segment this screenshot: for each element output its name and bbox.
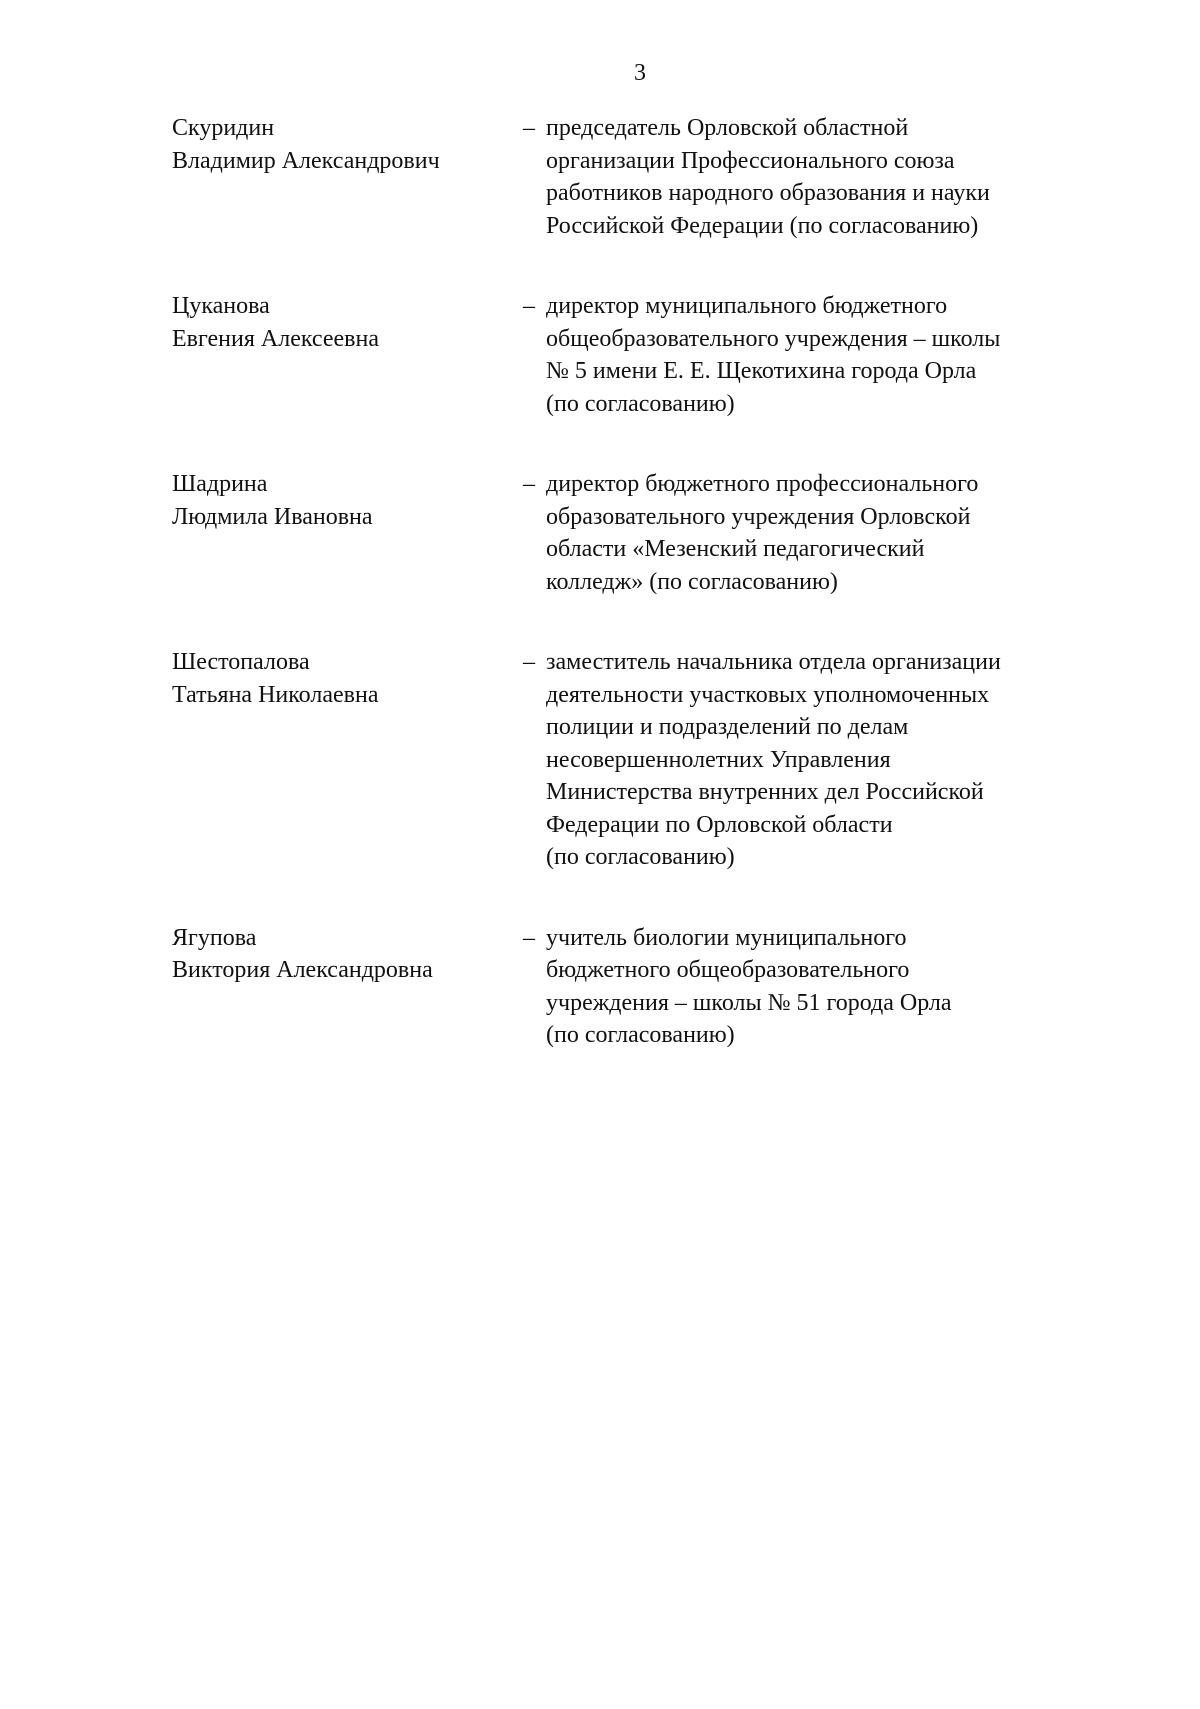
- member-entry: [172, 646, 1132, 874]
- role-line: Российской Федерации (по согласованию): [546, 212, 979, 239]
- role-line: директор муниципального бюджетного: [546, 293, 948, 319]
- member-name: [172, 468, 512, 598]
- member-name: [172, 646, 512, 874]
- member-given-names: Людмила Ивановна: [172, 503, 373, 530]
- role-line: организации Профессионального союза: [546, 147, 955, 174]
- member-given-names: Татьяна Николаевна: [172, 681, 379, 708]
- role-line: области «Мезенский педагогический: [546, 536, 925, 562]
- role-line: несовершеннолетних Управления: [546, 746, 891, 773]
- separator-dash: –: [523, 293, 535, 319]
- separator-dash: –: [523, 471, 535, 497]
- role-line: (по согласованию): [546, 390, 735, 417]
- member-role: [546, 646, 1086, 874]
- role-line: общеобразовательного учреждения – школы: [546, 325, 1001, 352]
- member-name: [172, 112, 512, 242]
- member-role: [546, 290, 1086, 420]
- role-line: полиции и подразделений по делам: [546, 714, 909, 740]
- member-surname: Шадрина: [172, 471, 268, 497]
- member-surname: Шестопалова: [172, 649, 310, 675]
- member-surname: Скуридин: [172, 115, 275, 141]
- member-given-names: Владимир Александрович: [172, 147, 440, 174]
- member-surname: Цуканова: [172, 293, 270, 319]
- role-line: деятельности участковых уполномоченных: [546, 681, 990, 708]
- separator-dash: –: [523, 115, 535, 141]
- role-line: учреждения – школы № 51 города Орла: [546, 989, 952, 1016]
- member-entry: [172, 468, 1132, 598]
- separator-dash: –: [523, 924, 535, 951]
- role-line: (по согласованию): [546, 844, 735, 870]
- role-line: заместитель начальника отдела организации: [546, 649, 1001, 675]
- member-entry: [172, 112, 1132, 242]
- role-line: директор бюджетного профессионального: [546, 471, 979, 497]
- role-line: работников народного образования и науки: [546, 180, 990, 206]
- member-entry: [172, 922, 1132, 1052]
- member-given-names: Виктория Александровна: [172, 957, 433, 983]
- role-line: (по согласованию): [546, 1022, 735, 1048]
- page-number: 3: [634, 60, 646, 86]
- member-name: [172, 922, 512, 1052]
- member-given-names: Евгения Алексеевна: [172, 325, 379, 352]
- role-line: образовательного учреждения Орловской: [546, 503, 971, 530]
- member-list: [172, 112, 1132, 1052]
- role-line: Федерации по Орловской области: [546, 811, 893, 838]
- member-role: [546, 468, 1086, 598]
- member-surname: Ягупова: [172, 924, 257, 951]
- role-line: № 5 имени Е. Е. Щекотихина города Орла: [546, 358, 977, 384]
- role-line: Министерства внутренних дел Российской: [546, 779, 984, 805]
- role-line: колледж» (по согласованию): [546, 568, 838, 595]
- member-role: [546, 112, 1086, 242]
- role-line: учитель биологии муниципального: [546, 924, 907, 951]
- member-role: [546, 922, 1086, 1052]
- role-line: председатель Орловской областной: [546, 115, 909, 141]
- member-entry: [172, 290, 1132, 420]
- role-line: бюджетного общеобразовательного: [546, 957, 910, 983]
- member-name: [172, 290, 512, 420]
- separator-dash: –: [523, 649, 535, 675]
